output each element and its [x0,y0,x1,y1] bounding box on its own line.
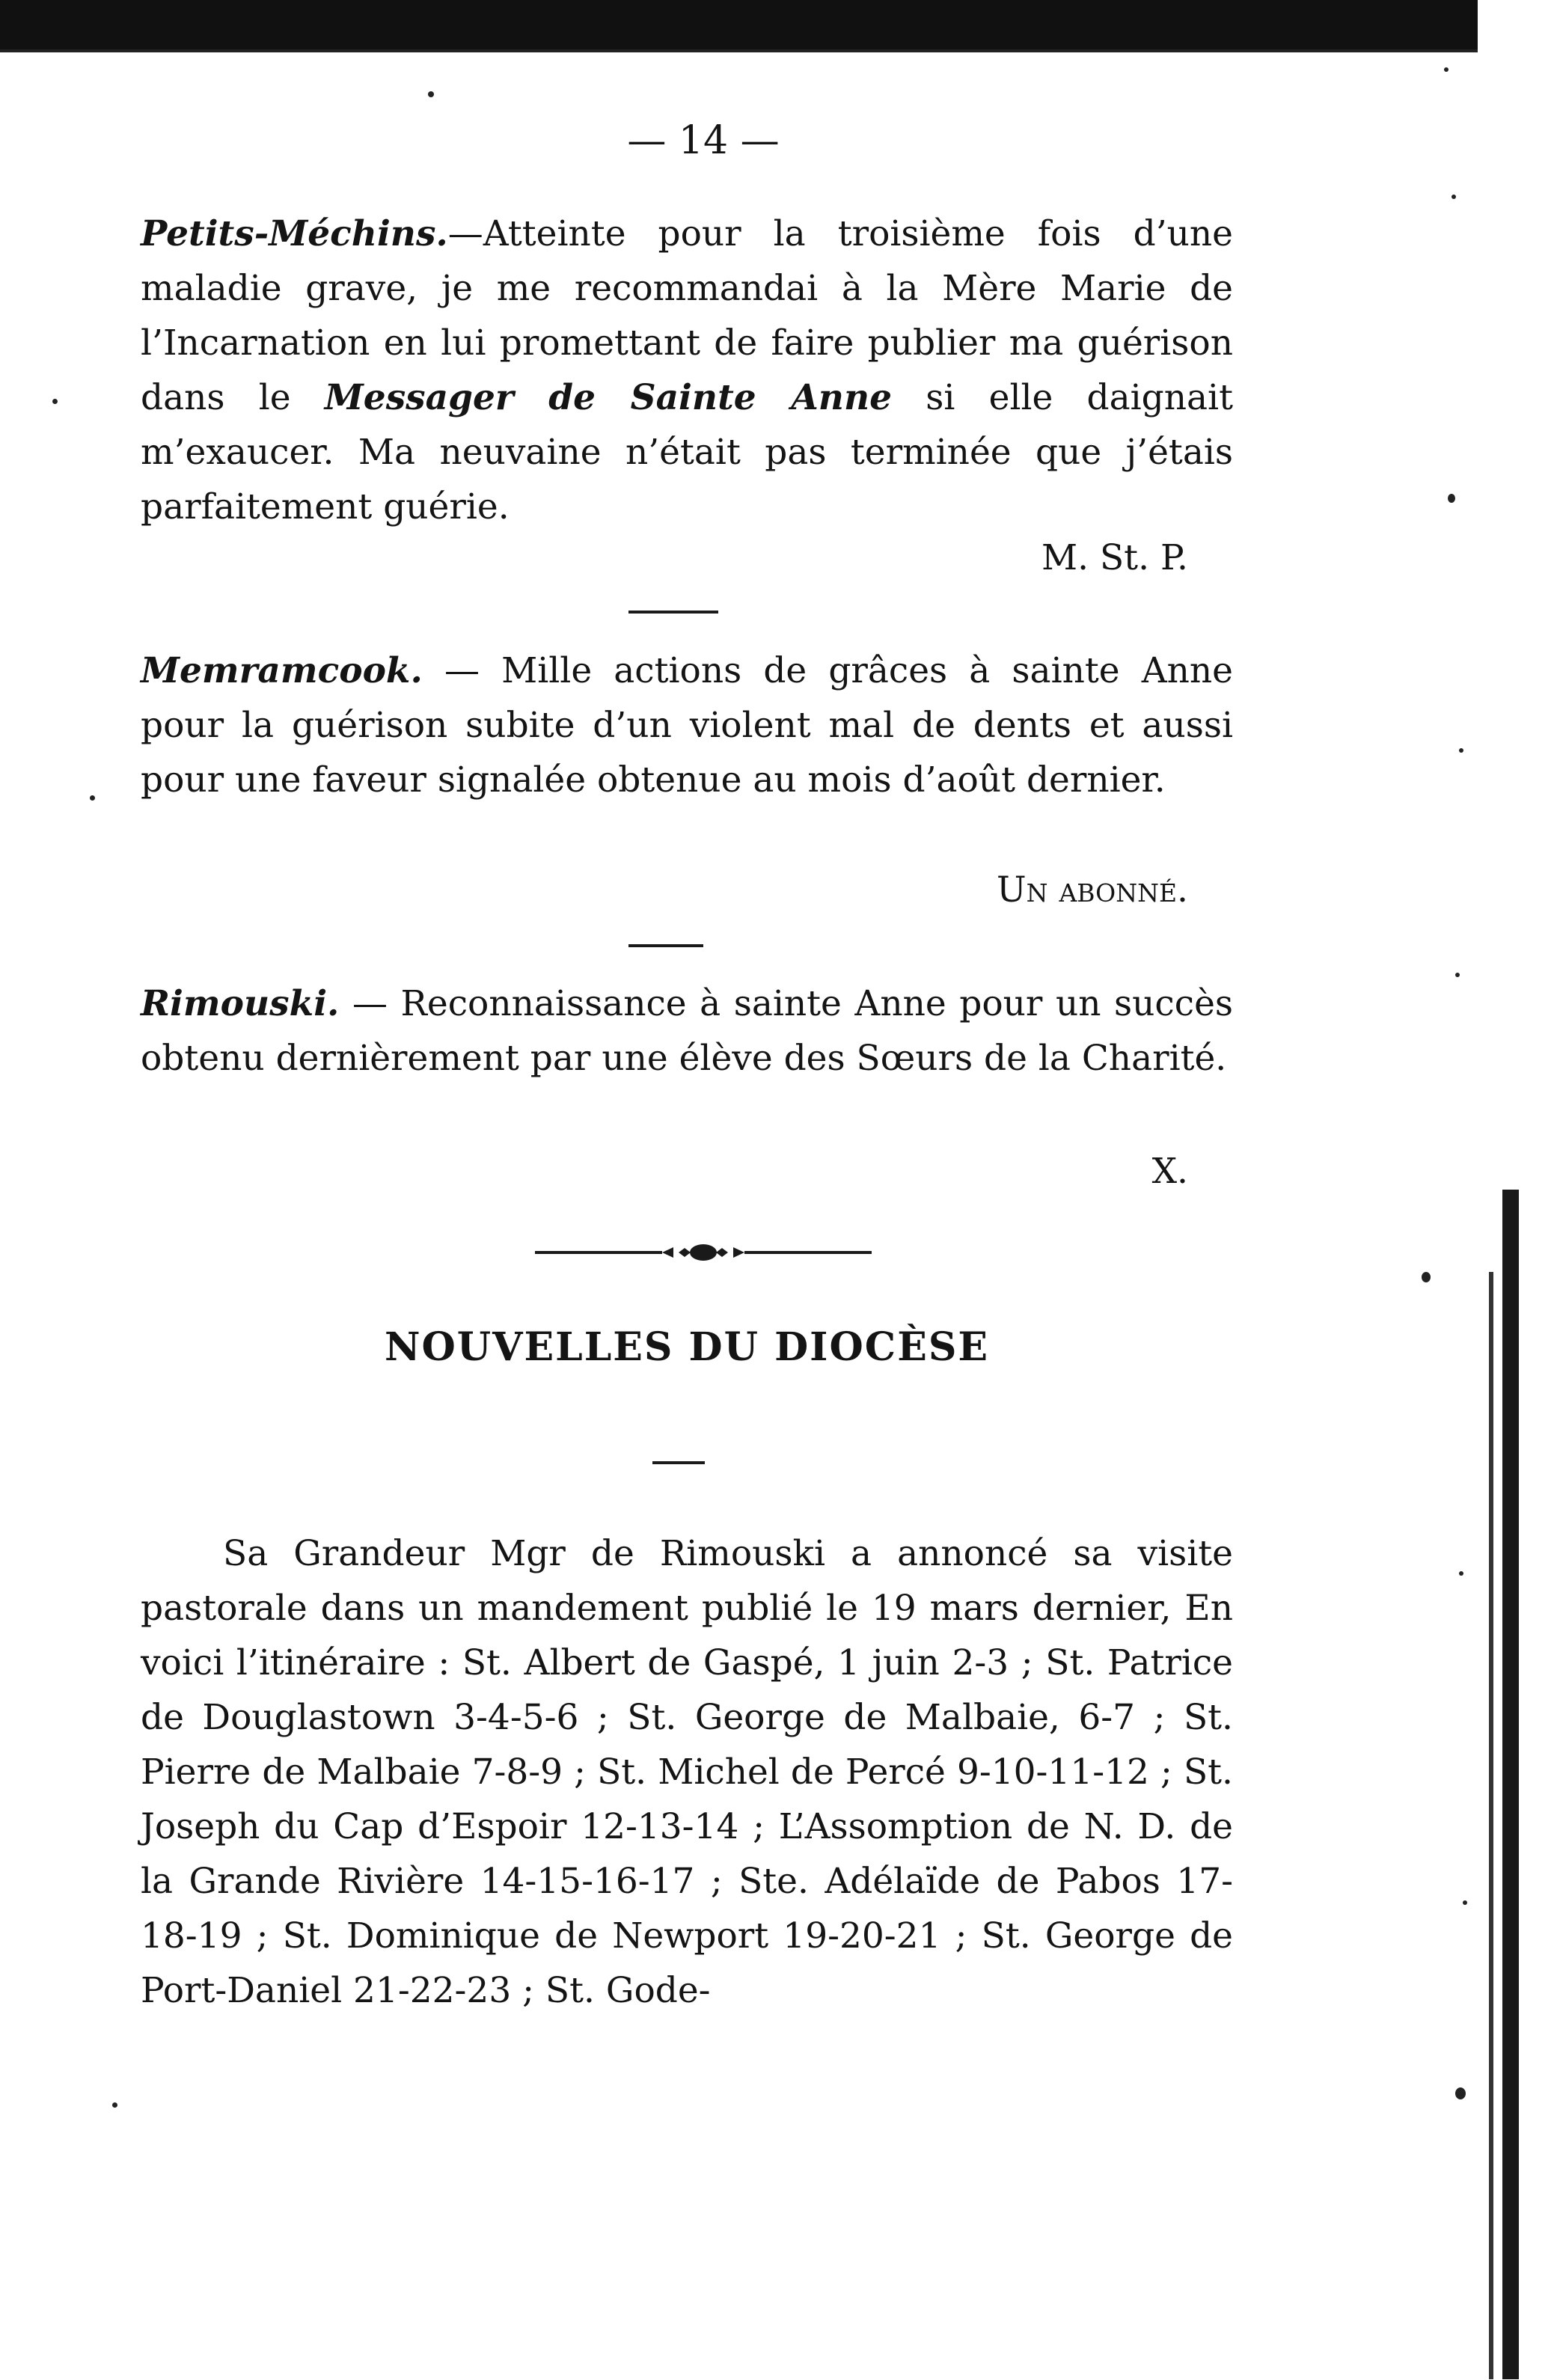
scan-speck [1448,494,1455,503]
entry-petits-mechins [141,207,1233,534]
entry-text: Atteinte pour la troisième fois d’une maladie grave, je me recommandai à la Mère Marie de l’Incarnation en lui promettant de faire publier ma guérison dans le [141,213,1233,418]
entry-text-continued: si elle daignait m’exaucer. Ma neuvaine n’était pas terminée que j’étais parfaitement guérie. [141,377,1233,527]
scan-speck [1422,1272,1431,1282]
scan-speck [1444,67,1449,72]
entry-signature: M. St. P. [1041,537,1188,578]
entry-dash: — [339,983,401,1024]
entry-place: Petits-Méchins. [141,213,448,254]
entry-signature: X. [1151,1151,1188,1192]
entry-place: Memramcook. [141,650,423,691]
scan-speck [1463,1900,1467,1905]
scan-speck [428,91,434,97]
scan-speck [1455,973,1460,977]
entry-signature: Un abonné. [997,869,1188,911]
separator-rule [652,1461,705,1464]
entry-place: Rimouski. [141,983,340,1024]
top-border-scan-edge [0,0,1478,49]
scan-speck [90,795,95,801]
entry-text: Mille actions de grâces à sainte Anne pour la guérison subite d’un violent mal de dents et aussi pour une faveur signalée obtenue au mois d’août dernier. [141,650,1233,801]
entry-dash: — [422,650,502,691]
scan-speck [52,399,58,404]
top-border-rule [0,49,1478,52]
page-number: — 14 — [627,118,780,163]
right-scan-edge-inner [1489,1272,1493,2379]
scan-speck [1455,2087,1466,2099]
section-title: NOUVELLES DU DIOCÈSE [384,1324,990,1370]
scan-speck [1459,748,1463,753]
ornamental-divider [535,1238,872,1267]
entry-dash: — [447,213,483,254]
entry-memramcook [141,643,1233,807]
separator-rule [628,611,718,614]
entry-rimouski [141,976,1233,1086]
periodical-title: Messager de Sainte Anne [324,377,893,418]
scan-speck [1451,195,1456,199]
right-scan-edge [1502,1190,1519,2379]
scan-speck [112,2102,117,2108]
scan-speck [1459,1571,1463,1576]
itinerary-paragraph: Sa Grandeur Mgr de Rimouski a annoncé sa visite pastorale dans un mandement publié le 19 mars dernier, En voici l’itinéraire : St. Albert de Gaspé, 1 juin 2-3 ; St. Patrice de Douglastown 3-4-5-6 ; St. George de Malbaie, 6-7 ; St. Pierre de Malbaie 7-8-9 ; St. Michel de Percé 9-10-11-12 ; St. Joseph du Cap d’Espoir 12-13-14 ; L’Assomption de N. D. de la Grande Rivière 14-15-16-17 ; Ste. Adélaïde de Pabos 17-18-19 ; St. Dominique de Newport 19-20-21 ; St. George de Port-Daniel 21-22-23 ; St. Gode- [141,1533,1233,2011]
entry-text: Reconnaissance à sainte Anne pour un succès obtenu dernièrement par une élève des Sœurs de la Charité. [141,983,1233,1079]
separator-rule [628,944,703,947]
